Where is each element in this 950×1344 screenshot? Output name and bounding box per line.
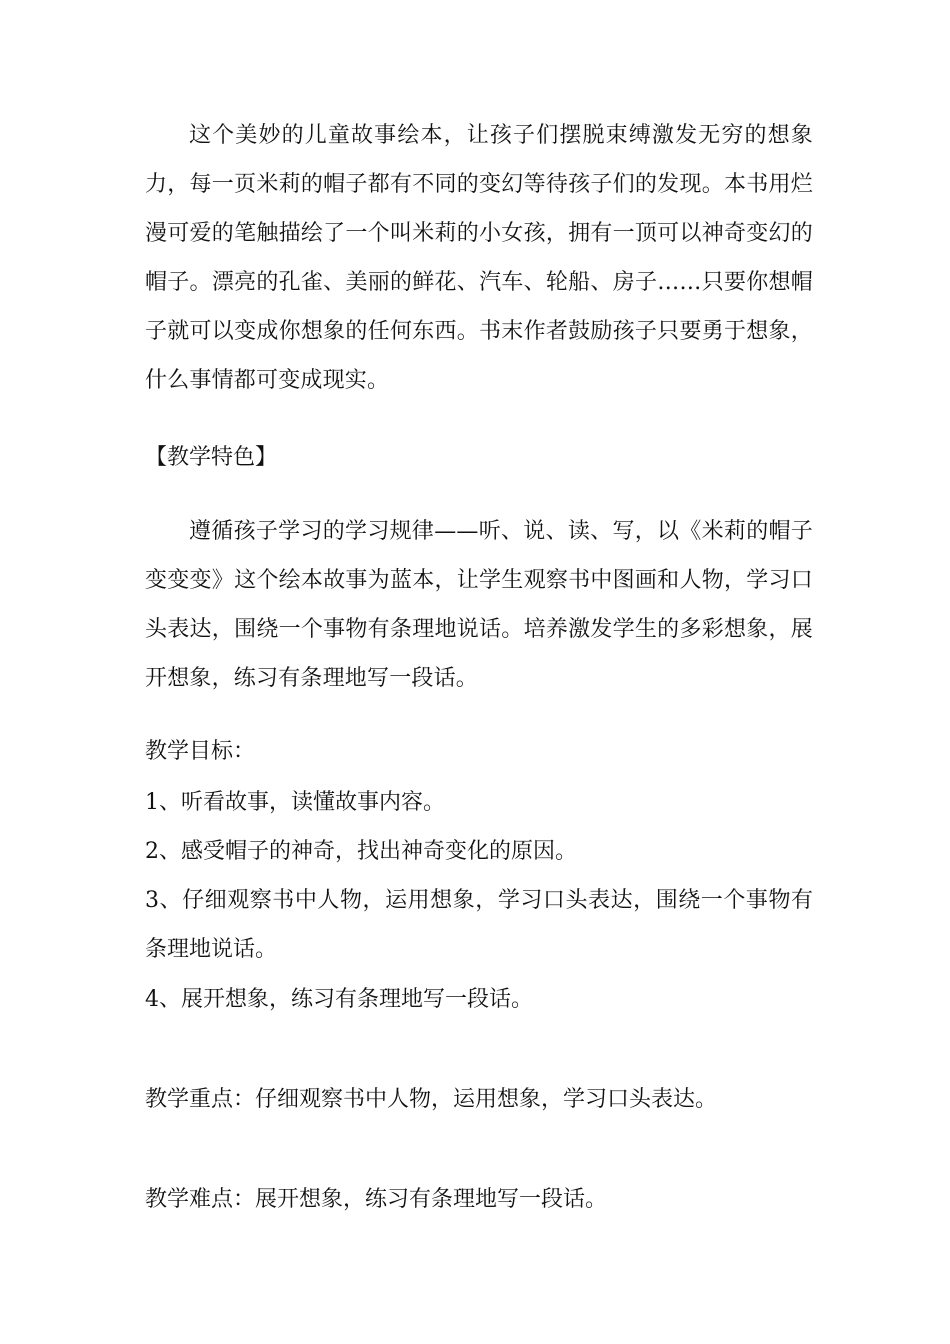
features-heading: 【教学特色】 <box>145 445 278 470</box>
intro-paragraph: 这个美妙的儿童故事绘本，让孩子们摆脱束缚激发无穷的想象力，每一页米莉的帽子都有不同的变幻等待孩子们的发现。本书用烂漫可爱的笔触描绘了一个叫米莉的小女孩，拥有一顶可以神奇变幻的帽子。漂亮的孔雀、美丽的鲜花、汽车、轮船、房子……只要你想帽子就可以变成你想象的任何东西。书末作者鼓励孩子只要勇于想象，什么事情都可变成现实。 <box>145 123 813 393</box>
goal-item-2: 2、感受帽子的神奇，找出神奇变化的原因。 <box>145 839 577 864</box>
difficult-point: 教学难点：展开想象，练习有条理地写一段话。 <box>145 1187 608 1212</box>
features-paragraph: 遵循孩子学习的学习规律——听、说、读、写，以《米莉的帽子变变变》这个绘本故事为蓝本，让学生观察书中图画和人物，学习口头表达，围绕一个事物有条理地说话。培养激发学生的多彩想象，展开想象，练习有条理地写一段话。 <box>145 519 813 691</box>
goal-item-1: 1、听看故事，读懂故事内容。 <box>145 790 445 815</box>
goals-heading: 教学目标： <box>145 739 256 764</box>
goal-item-4: 4、展开想象，练习有条理地写一段话。 <box>145 987 533 1012</box>
goal-item-3: 3、仔细观察书中人物，运用想象，学习口头表达，围绕一个事物有条理地说话。 <box>145 888 813 962</box>
key-point: 教学重点：仔细观察书中人物，运用想象，学习口头表达。 <box>145 1087 718 1112</box>
